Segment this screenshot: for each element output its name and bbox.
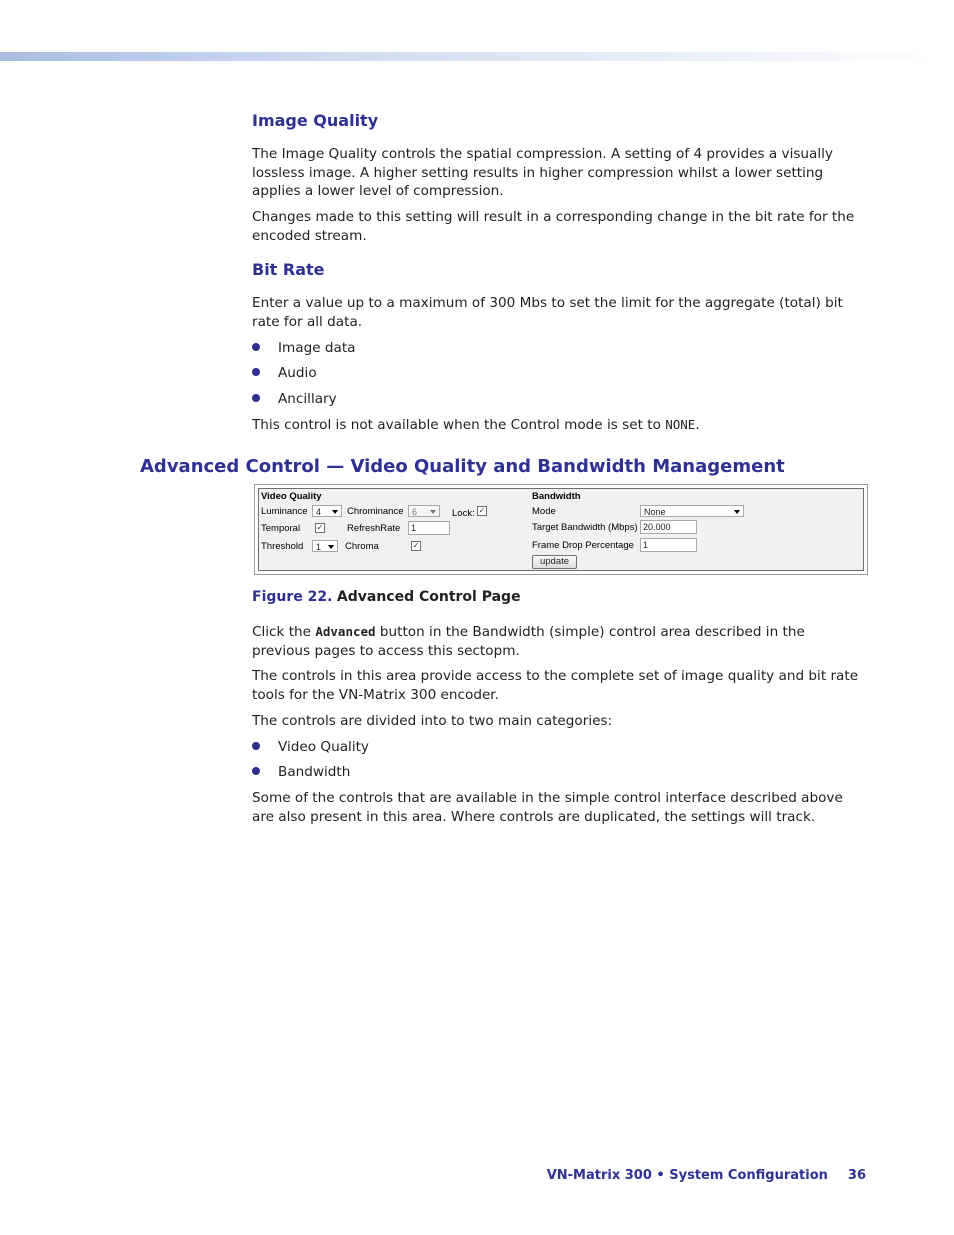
target-bandwidth-input[interactable]: 20.000 <box>640 520 697 534</box>
image-quality-paragraph-2: Changes made to this setting will result in a corresponding change in the bit rate for the encoded stream. <box>252 209 855 244</box>
lock-checkbox[interactable]: ✓ <box>478 506 486 515</box>
heading-image-quality: Image Quality <box>252 111 379 130</box>
chroma-label: Chroma <box>345 541 379 552</box>
lock-label: Lock: <box>452 508 475 519</box>
bullet-icon <box>252 767 260 775</box>
update-button[interactable]: update <box>532 555 577 569</box>
figure-caption: Figure 22. Advanced Control Page <box>252 589 521 605</box>
frame-drop-input[interactable]: 1 <box>640 538 697 552</box>
advanced-control-screenshot <box>254 484 868 575</box>
advanced-paragraph-4: Some of the controls that are available in the simple control interface described above are also present in this area. Where controls are duplicated, the settings will track. <box>252 790 843 825</box>
page-number: 36 <box>847 1168 866 1183</box>
bandwidth-title: Bandwidth <box>532 491 581 502</box>
list-item: Ancillary <box>252 390 337 408</box>
chevron-down-icon <box>734 510 740 514</box>
list-item: Audio <box>252 364 317 382</box>
list-item: Image data <box>252 339 356 357</box>
chevron-down-icon <box>430 510 436 514</box>
bit-rate-note: This control is not available when the Control mode is set to NONE. <box>252 417 700 433</box>
luminance-select[interactable]: 4 <box>312 505 342 517</box>
video-quality-title: Video Quality <box>261 491 322 502</box>
refreshrate-label: RefreshRate <box>347 523 401 534</box>
frame-drop-label: Frame Drop Percentage <box>532 540 634 551</box>
mode-label: Mode <box>532 506 556 517</box>
footer-title: VN-Matrix 300 • System Configuration <box>546 1168 828 1183</box>
list-item: Bandwidth <box>252 763 350 781</box>
chevron-down-icon <box>328 545 334 549</box>
bullet-icon <box>252 394 260 402</box>
chrominance-select[interactable]: 6 <box>408 505 440 517</box>
bit-rate-paragraph: Enter a value up to a maximum of 300 Mbs to set the limit for the aggregate (total) bit rate for all data. <box>252 295 843 330</box>
page-footer <box>547 1168 866 1183</box>
list-item: Video Quality <box>252 738 369 756</box>
heading-bit-rate: Bit Rate <box>252 260 325 279</box>
header-gradient-bar <box>0 52 954 61</box>
bullet-icon <box>252 368 260 376</box>
threshold-label: Threshold <box>261 541 304 552</box>
luminance-label: Luminance <box>261 506 308 517</box>
bullet-icon <box>252 343 260 351</box>
advanced-paragraph-3: The controls are divided into to two main categories: <box>252 713 613 729</box>
heading-advanced-control: Advanced Control — Video Quality and Bandwidth Management <box>140 456 785 477</box>
refreshrate-input[interactable]: 1 <box>408 521 450 535</box>
temporal-checkbox[interactable]: ✓ <box>316 523 324 532</box>
chrominance-label: Chrominance <box>347 506 404 517</box>
temporal-label: Temporal <box>261 523 301 534</box>
threshold-select[interactable]: 1 <box>312 540 338 552</box>
bullet-icon <box>252 742 260 750</box>
advanced-paragraph-1: Click the Advanced button in the Bandwidth (simple) control area described in the previous pages to access this sectopm. <box>252 624 805 659</box>
advanced-paragraph-2: The controls in this area provide access to the complete set of image quality and bit rate tools for the VN-Matrix 300 encoder. <box>252 668 859 703</box>
chroma-checkbox[interactable]: ✓ <box>412 541 420 550</box>
chevron-down-icon <box>332 510 338 514</box>
advanced-control-panel <box>258 488 864 571</box>
target-bandwidth-label: Target Bandwidth (Mbps) <box>532 522 638 533</box>
mode-select[interactable]: None <box>640 505 744 517</box>
image-quality-paragraph-1: The Image Quality controls the spatial compression. A setting of 4 provides a visually lossless image. A higher setting results in higher compression whilst a lower setting applies a lower level of compression. <box>252 146 833 199</box>
